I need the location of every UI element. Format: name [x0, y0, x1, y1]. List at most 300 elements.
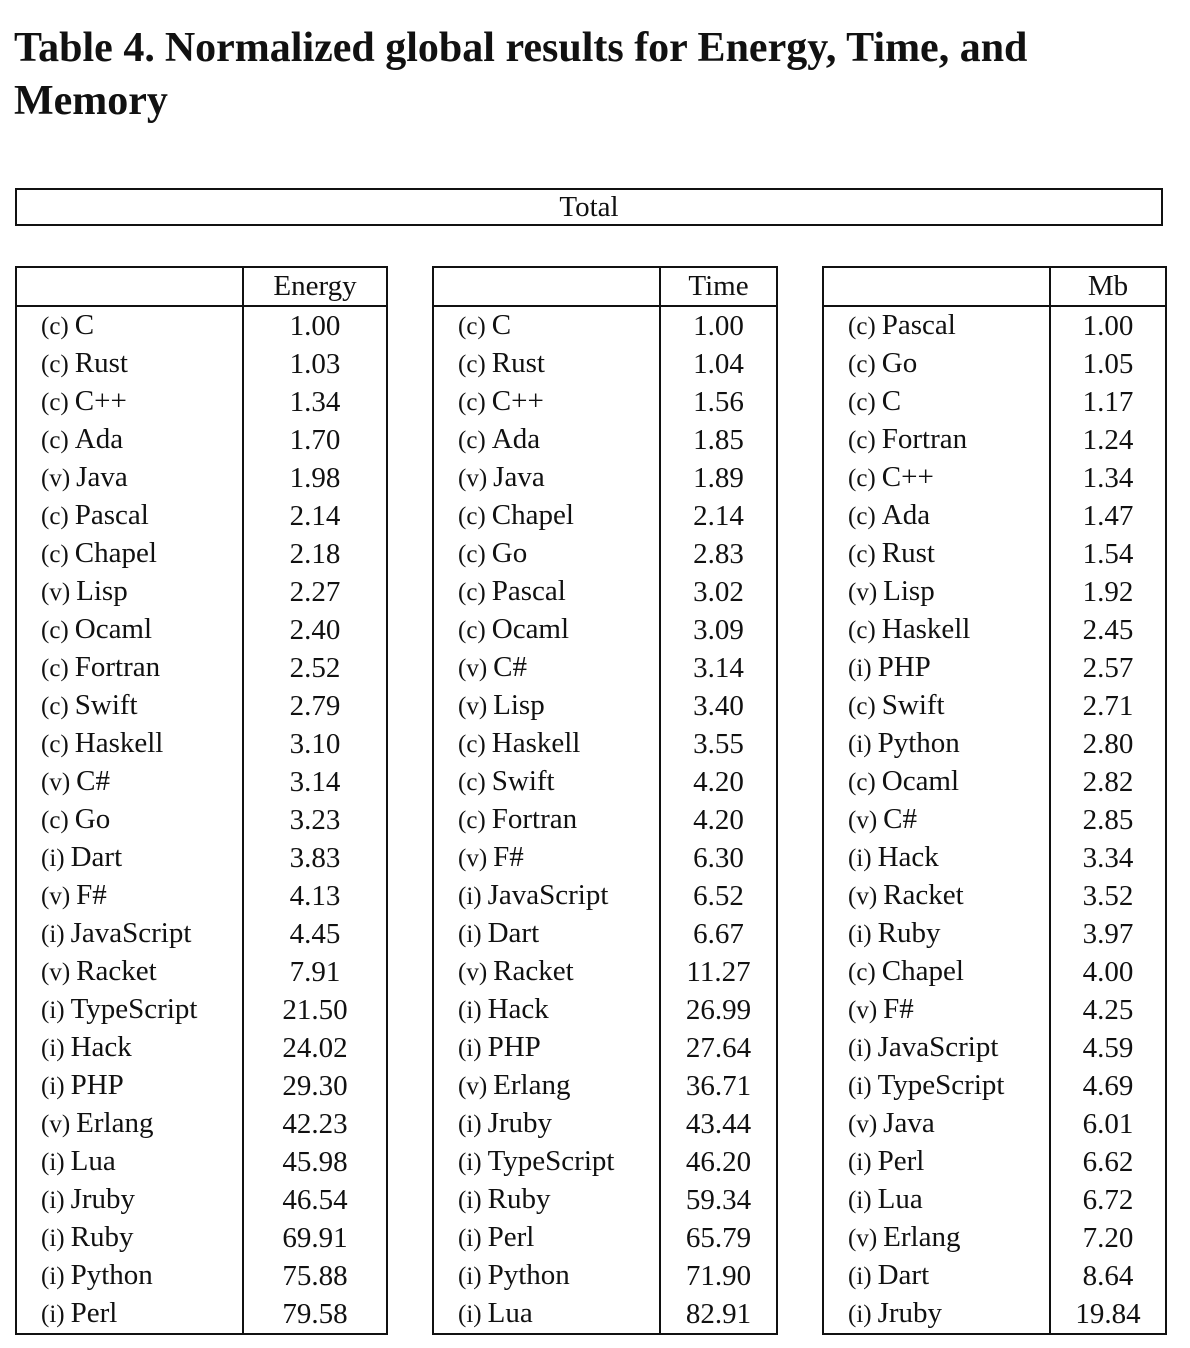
language-cell: [16, 611, 243, 649]
table-row: [823, 1295, 1166, 1334]
value-cell: 3.55: [660, 725, 777, 763]
language-cell: [433, 991, 660, 1029]
value-cell: 1.05: [1050, 345, 1166, 383]
language-name: Go: [491, 537, 528, 569]
value-cell: 46.20: [660, 1143, 777, 1181]
language-cell: [433, 915, 660, 953]
language-name: Go: [74, 803, 111, 835]
language-name: Chapel: [74, 537, 157, 569]
table-row: [433, 915, 777, 953]
table-row: [16, 725, 387, 763]
table-row: [823, 383, 1166, 421]
table-row: [433, 306, 777, 345]
value-cell: 4.59: [1050, 1029, 1166, 1067]
value-cell: 2.57: [1050, 649, 1166, 687]
language-name: Lua: [70, 1145, 116, 1177]
language-name: Pascal: [491, 575, 566, 607]
paradigm-tag: (c): [41, 313, 69, 340]
language-cell: [823, 877, 1050, 915]
value-cell: 2.79: [243, 687, 387, 725]
value-cell: 1.98: [243, 459, 387, 497]
language-cell: [433, 1105, 660, 1143]
language-name: C#: [76, 765, 110, 797]
paradigm-tag: (c): [848, 769, 876, 796]
table-row: [16, 1105, 387, 1143]
language-cell: [16, 953, 243, 991]
value-cell: 1.24: [1050, 421, 1166, 459]
language-cell: [433, 953, 660, 991]
language-cell: [823, 1219, 1050, 1257]
table-row: [16, 535, 387, 573]
paradigm-tag: (v): [41, 1111, 71, 1138]
table-row: [16, 383, 387, 421]
table-row: [16, 1143, 387, 1181]
paradigm-tag: (i): [848, 1035, 872, 1062]
language-name: Racket: [493, 955, 574, 987]
language-cell: [433, 573, 660, 611]
table-row: [16, 1181, 387, 1219]
paradigm-tag: (i): [848, 1263, 872, 1290]
language-name: F#: [76, 879, 107, 911]
language-name: Lua: [877, 1183, 923, 1215]
table-row: [433, 1067, 777, 1105]
table-header-row: [433, 267, 777, 306]
table-row: [16, 1295, 387, 1334]
table-header-row: [16, 267, 387, 306]
language-cell: [16, 687, 243, 725]
paradigm-tag: (c): [458, 351, 486, 378]
table-row: [823, 649, 1166, 687]
language-cell: [433, 535, 660, 573]
language-cell: [16, 1029, 243, 1067]
value-cell: 3.97: [1050, 915, 1166, 953]
table-row: [16, 687, 387, 725]
language-name: Chapel: [491, 499, 574, 531]
value-cell: 42.23: [243, 1105, 387, 1143]
paradigm-tag: (i): [848, 1149, 872, 1176]
paradigm-tag: (v): [458, 1073, 488, 1100]
language-cell: [823, 497, 1050, 535]
paradigm-tag: (i): [41, 1035, 65, 1062]
value-cell: 1.00: [243, 306, 387, 345]
value-cell: 26.99: [660, 991, 777, 1029]
table-row: [16, 649, 387, 687]
language-cell: [433, 877, 660, 915]
paradigm-tag: (i): [458, 1187, 482, 1214]
table-row: [433, 345, 777, 383]
paradigm-tag: (i): [848, 731, 872, 758]
paradigm-tag: (i): [848, 1187, 872, 1214]
language-column-header: [16, 267, 243, 306]
table-row: [823, 953, 1166, 991]
language-name: Swift: [881, 689, 945, 721]
language-name: Rust: [881, 537, 935, 569]
language-name: Racket: [76, 955, 157, 987]
value-cell: 6.30: [660, 839, 777, 877]
paradigm-tag: (v): [848, 579, 878, 606]
paradigm-tag: (i): [41, 1263, 65, 1290]
paradigm-tag: (c): [458, 313, 486, 340]
table-row: [433, 649, 777, 687]
paradigm-tag: (c): [458, 579, 486, 606]
value-cell: 1.47: [1050, 497, 1166, 535]
language-name: Chapel: [881, 955, 964, 987]
value-cell: 36.71: [660, 1067, 777, 1105]
value-cell: 4.20: [660, 801, 777, 839]
language-name: Dart: [487, 917, 540, 949]
table-row: [433, 1295, 777, 1334]
language-cell: [433, 383, 660, 421]
language-cell: [823, 1181, 1050, 1219]
language-name: Ocaml: [74, 613, 153, 645]
language-cell: [16, 763, 243, 801]
language-name: Java: [883, 1107, 935, 1139]
paradigm-tag: (c): [41, 541, 69, 568]
paradigm-tag: (c): [848, 693, 876, 720]
language-name: PHP: [487, 1031, 541, 1063]
language-name: Swift: [74, 689, 138, 721]
energy-table: [15, 266, 388, 1335]
language-name: Ada: [74, 423, 124, 455]
language-cell: [433, 1143, 660, 1181]
table-row: [433, 1257, 777, 1295]
language-name: Haskell: [881, 613, 971, 645]
paradigm-tag: (i): [41, 1073, 65, 1100]
language-cell: [16, 801, 243, 839]
table-row: [823, 801, 1166, 839]
paradigm-tag: (c): [41, 617, 69, 644]
language-name: Java: [493, 461, 545, 493]
table-row: [16, 801, 387, 839]
language-name: C: [881, 385, 902, 417]
paradigm-tag: (c): [458, 807, 486, 834]
language-cell: [823, 1143, 1050, 1181]
language-name: Fortran: [74, 651, 161, 683]
language-name: Perl: [487, 1221, 535, 1253]
language-cell: [823, 573, 1050, 611]
language-cell: [433, 1257, 660, 1295]
value-cell: 1.34: [1050, 459, 1166, 497]
language-cell: [16, 383, 243, 421]
caption-text: Normalized global results for Energy, Time, and Memory: [14, 25, 1028, 124]
language-name: Fortran: [491, 803, 578, 835]
language-name: JavaScript: [487, 879, 609, 911]
language-name: Haskell: [491, 727, 581, 759]
table-row: [823, 421, 1166, 459]
value-cell: 19.84: [1050, 1295, 1166, 1334]
language-cell: [16, 345, 243, 383]
paradigm-tag: (i): [848, 1073, 872, 1100]
value-cell: 4.25: [1050, 991, 1166, 1029]
value-cell: 2.52: [243, 649, 387, 687]
value-cell: 1.00: [660, 306, 777, 345]
value-cell: 11.27: [660, 953, 777, 991]
table-row: [433, 991, 777, 1029]
value-cell: 69.91: [243, 1219, 387, 1257]
value-cell: 6.67: [660, 915, 777, 953]
language-name: Pascal: [74, 499, 149, 531]
language-cell: [823, 611, 1050, 649]
value-cell: 2.18: [243, 535, 387, 573]
value-cell: 1.56: [660, 383, 777, 421]
language-name: Lisp: [76, 575, 128, 607]
value-cell: 45.98: [243, 1143, 387, 1181]
value-cell: 2.45: [1050, 611, 1166, 649]
value-cell: 3.34: [1050, 839, 1166, 877]
language-name: C: [74, 309, 95, 341]
language-cell: [16, 1067, 243, 1105]
paradigm-tag: (c): [41, 807, 69, 834]
paradigm-tag: (i): [41, 1301, 65, 1328]
paradigm-tag: (c): [458, 731, 486, 758]
language-name: Go: [881, 347, 918, 379]
value-cell: 3.09: [660, 611, 777, 649]
language-name: JavaScript: [877, 1031, 999, 1063]
language-name: Ruby: [487, 1183, 551, 1215]
paradigm-tag: (v): [41, 579, 71, 606]
language-cell: [823, 725, 1050, 763]
language-name: Lisp: [883, 575, 935, 607]
language-name: Ruby: [877, 917, 941, 949]
paradigm-tag: (c): [41, 655, 69, 682]
language-name: Hack: [70, 1031, 132, 1063]
paradigm-tag: (v): [458, 465, 488, 492]
paradigm-tag: (i): [41, 845, 65, 872]
value-cell: 2.82: [1050, 763, 1166, 801]
language-cell: [823, 535, 1050, 573]
paradigm-tag: (i): [41, 921, 65, 948]
paradigm-tag: (i): [458, 1225, 482, 1252]
table-row: [823, 1105, 1166, 1143]
language-cell: [823, 687, 1050, 725]
table-row: [433, 877, 777, 915]
value-cell: 1.34: [243, 383, 387, 421]
language-name: Fortran: [881, 423, 968, 455]
paradigm-tag: (v): [41, 959, 71, 986]
table-row: [433, 725, 777, 763]
language-cell: [16, 725, 243, 763]
language-cell: [823, 1257, 1050, 1295]
table-row: [433, 459, 777, 497]
table-row: [16, 763, 387, 801]
language-name: C++: [74, 385, 127, 417]
language-cell: [16, 535, 243, 573]
paradigm-tag: (c): [848, 465, 876, 492]
paradigm-tag: (i): [848, 921, 872, 948]
table-row: [433, 687, 777, 725]
language-name: TypeScript: [487, 1145, 615, 1177]
language-cell: [433, 306, 660, 345]
language-name: Ruby: [70, 1221, 134, 1253]
language-cell: [433, 763, 660, 801]
value-cell: 6.52: [660, 877, 777, 915]
table-row: [823, 839, 1166, 877]
paradigm-tag: (v): [848, 1225, 878, 1252]
paradigm-tag: (c): [41, 503, 69, 530]
language-cell: [16, 839, 243, 877]
value-cell: 2.27: [243, 573, 387, 611]
language-cell: [433, 687, 660, 725]
total-header: Total: [15, 188, 1163, 226]
language-name: JavaScript: [70, 917, 192, 949]
value-cell: 2.40: [243, 611, 387, 649]
table-row: [16, 421, 387, 459]
value-cell: 2.14: [660, 497, 777, 535]
value-cell: 79.58: [243, 1295, 387, 1334]
value-cell: 3.14: [243, 763, 387, 801]
table-caption: [14, 22, 1174, 128]
language-cell: [433, 611, 660, 649]
value-cell: 2.80: [1050, 725, 1166, 763]
table-row: [823, 1029, 1166, 1067]
language-name: Racket: [883, 879, 964, 911]
memory-table: [822, 266, 1167, 1335]
paradigm-tag: (c): [848, 389, 876, 416]
paradigm-tag: (c): [41, 731, 69, 758]
paradigm-tag: (c): [848, 313, 876, 340]
language-name: Java: [76, 461, 128, 493]
language-name: F#: [883, 993, 914, 1025]
language-name: TypeScript: [877, 1069, 1005, 1101]
paradigm-tag: (i): [41, 1149, 65, 1176]
paradigm-tag: (c): [848, 541, 876, 568]
value-cell: 8.64: [1050, 1257, 1166, 1295]
language-name: PHP: [877, 651, 931, 683]
paradigm-tag: (v): [458, 693, 488, 720]
language-name: Pascal: [881, 309, 956, 341]
value-cell: 1.70: [243, 421, 387, 459]
language-cell: [823, 345, 1050, 383]
paradigm-tag: (v): [848, 883, 878, 910]
language-name: TypeScript: [70, 993, 198, 1025]
language-name: Lisp: [493, 689, 545, 721]
language-cell: [433, 801, 660, 839]
table-header-row: [823, 267, 1166, 306]
table-row: [823, 459, 1166, 497]
language-cell: [16, 573, 243, 611]
table-row: [433, 1143, 777, 1181]
table-row: [16, 1219, 387, 1257]
paradigm-tag: (i): [41, 1225, 65, 1252]
language-cell: [16, 497, 243, 535]
value-cell: 71.90: [660, 1257, 777, 1295]
table-row: [823, 1143, 1166, 1181]
table-row: [433, 1105, 777, 1143]
language-name: Jruby: [70, 1183, 136, 1215]
language-name: Hack: [877, 841, 939, 873]
table-row: [823, 687, 1166, 725]
language-name: Ada: [881, 499, 931, 531]
value-cell: 1.00: [1050, 306, 1166, 345]
value-cell: 4.45: [243, 915, 387, 953]
table-row: [433, 839, 777, 877]
language-name: Ocaml: [881, 765, 960, 797]
paradigm-tag: (v): [41, 465, 71, 492]
value-cell: 3.02: [660, 573, 777, 611]
value-cell: 4.13: [243, 877, 387, 915]
paradigm-tag: (c): [458, 427, 486, 454]
paradigm-tag: (c): [458, 769, 486, 796]
language-name: Jruby: [487, 1107, 553, 1139]
paradigm-tag: (c): [848, 503, 876, 530]
paradigm-tag: (c): [41, 693, 69, 720]
table-row: [16, 953, 387, 991]
table-row: [823, 763, 1166, 801]
table-row: [16, 991, 387, 1029]
language-name: Perl: [70, 1297, 118, 1329]
table-row: [16, 877, 387, 915]
table-row: [823, 1219, 1166, 1257]
paradigm-tag: (c): [848, 617, 876, 644]
value-cell: 1.89: [660, 459, 777, 497]
value-cell: 82.91: [660, 1295, 777, 1334]
language-name: Perl: [877, 1145, 925, 1177]
language-column-header: [433, 267, 660, 306]
language-cell: [823, 1029, 1050, 1067]
value-cell: 2.14: [243, 497, 387, 535]
value-cell: 29.30: [243, 1067, 387, 1105]
language-cell: [16, 459, 243, 497]
table-row: [823, 915, 1166, 953]
value-cell: 4.69: [1050, 1067, 1166, 1105]
language-cell: [823, 649, 1050, 687]
language-name: Python: [70, 1259, 153, 1291]
language-cell: [433, 459, 660, 497]
paradigm-tag: (i): [848, 1301, 872, 1328]
table-row: [16, 1067, 387, 1105]
language-cell: [823, 421, 1050, 459]
language-cell: [16, 991, 243, 1029]
value-cell: 75.88: [243, 1257, 387, 1295]
language-cell: [16, 306, 243, 345]
language-cell: [433, 1295, 660, 1334]
table-row: [433, 953, 777, 991]
table-row: [823, 877, 1166, 915]
paradigm-tag: (c): [458, 389, 486, 416]
language-name: C#: [883, 803, 917, 835]
language-cell: [16, 915, 243, 953]
value-cell: 3.83: [243, 839, 387, 877]
value-cell: 6.62: [1050, 1143, 1166, 1181]
language-cell: [16, 649, 243, 687]
value-cell: 24.02: [243, 1029, 387, 1067]
language-cell: [16, 1257, 243, 1295]
language-cell: [433, 1181, 660, 1219]
language-cell: [16, 1181, 243, 1219]
table-row: [433, 763, 777, 801]
value-cell: 1.03: [243, 345, 387, 383]
value-cell: 46.54: [243, 1181, 387, 1219]
language-name: Dart: [70, 841, 123, 873]
paradigm-tag: (i): [458, 1149, 482, 1176]
value-cell: 43.44: [660, 1105, 777, 1143]
language-cell: [823, 839, 1050, 877]
value-cell: 3.14: [660, 649, 777, 687]
value-cell: 1.54: [1050, 535, 1166, 573]
language-name: Erlang: [883, 1221, 961, 1253]
table-row: [823, 345, 1166, 383]
paradigm-tag: (v): [848, 997, 878, 1024]
value-cell: 3.23: [243, 801, 387, 839]
paradigm-tag: (c): [848, 959, 876, 986]
table-row: [16, 1029, 387, 1067]
paradigm-tag: (c): [458, 541, 486, 568]
language-cell: [433, 1029, 660, 1067]
language-cell: [16, 877, 243, 915]
value-cell: 1.92: [1050, 573, 1166, 611]
language-cell: [433, 725, 660, 763]
language-name: Ada: [491, 423, 541, 455]
